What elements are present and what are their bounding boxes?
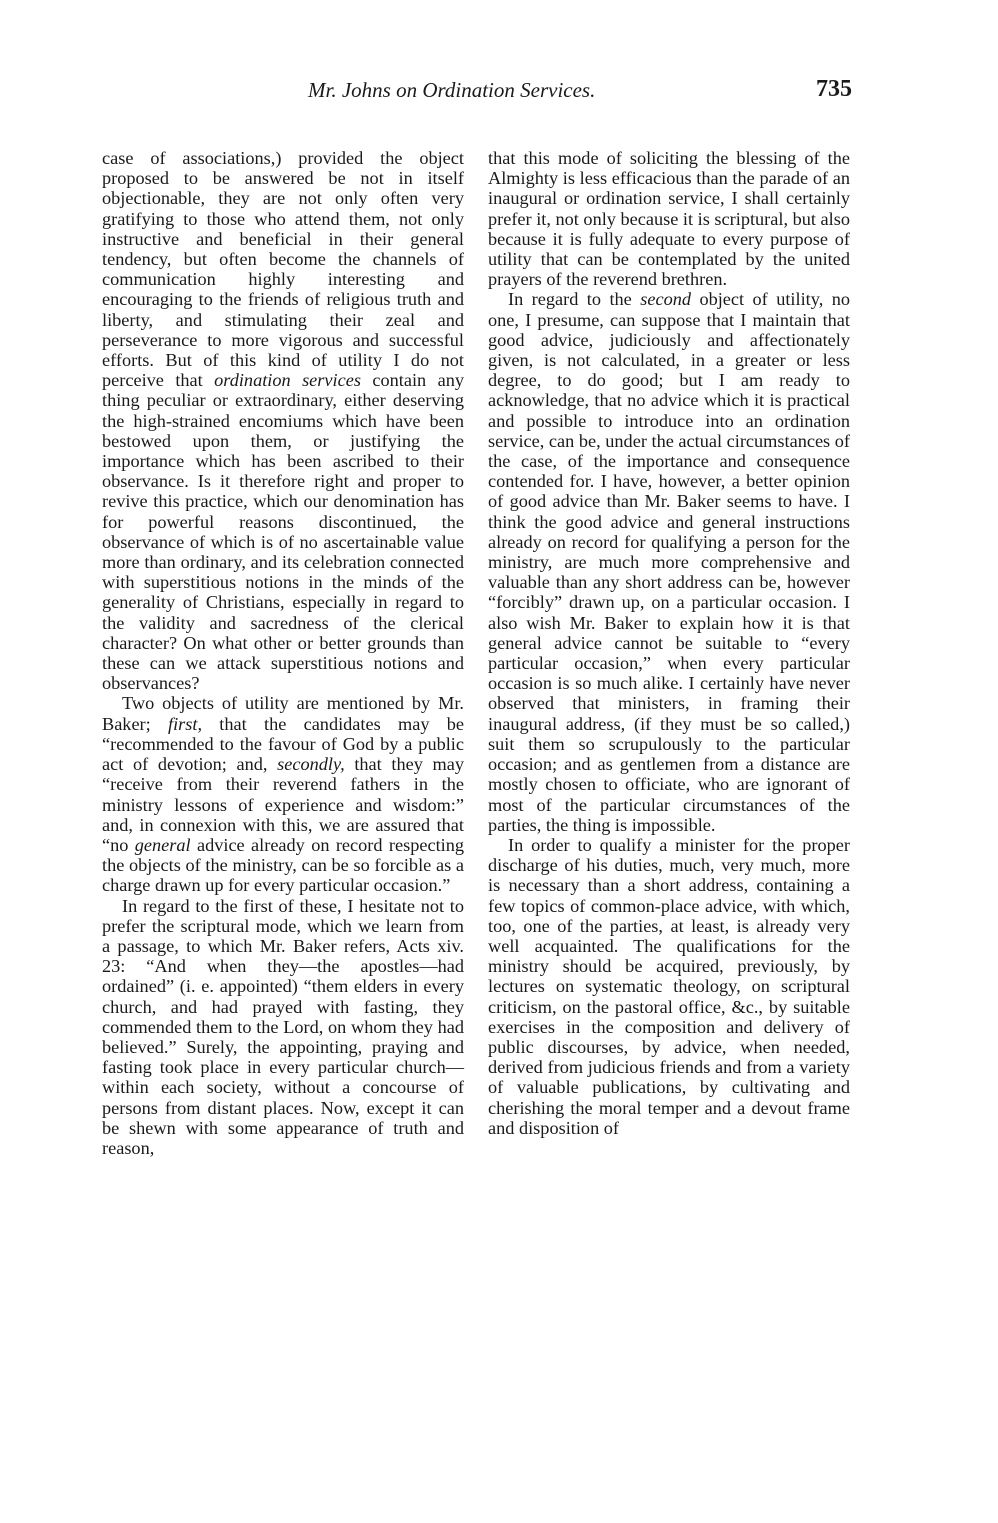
- left-column: [102, 148, 464, 1158]
- right-paragraph-2: In regard to the second object of utility, no one, I presume, can suppose that I maintain that good advice, judiciously and affectionately given, is not calculated, in a greater or less degree, to do good; but I am ready to acknowledge, that no advice which it is practical and possible to introduce into an ordination service, can be, under the actual circumstances of the case, of the importance and consequence contended for. I have, however, a better opinion of good advice than Mr. Baker seems to have. I think the good advice and general instructions already on record for qualifying a person for the ministry, are much more comprehensive and valuable than any short address can be, however “forcibly” drawn up, on a particular occasion. I also wish Mr. Baker to explain how it is that general advice cannot be suitable to “every particular occasion,” when every particular occasion is so much alike. I certainly have never observed that ministers, in framing their inaugural address, (if they must be so called,) suit them so scrupulously to the particular occasion; and as gentlemen from a distance are mostly chosen to officiate, who are ignorant of most of the particular circumstances of the parties, the thing is impossible.: [488, 289, 850, 835]
- right-paragraph-1: that this mode of soliciting the blessing of the Almighty is less efficacious than the parade of an inaugural or ordination service, I shall certainly prefer it, not only because it is scriptural, but also because it is fully adequate to every purpose of utility that can be contemplated by the united prayers of the reverend brethren.: [488, 148, 850, 290]
- right-paragraph-3: In order to qualify a minister for the proper discharge of his duties, much, very much, more is necessary than a short address, containing a few topics of common-place advice, with which, too, one of the parties, at least, is already very well acquainted. The qualifications for the ministry should be acquired, previously, by lectures on systematic theology, on scriptural criticism, on the pastoral office, &c., by suitable exercises in the composition and delivery of public discourses, by advice, when needed, derived from judicious friends and from a variety of valuable publications, by cultivating and cherishing the moral temper and a devout frame and disposition of: [488, 834, 850, 1138]
- emphasis-second: second: [640, 289, 691, 310]
- left-paragraph-3: In regard to the first of these, I hesitate not to prefer the scriptural mode, which we learn from a passage, to which Mr. Baker refers, Acts xiv. 23: “And when they—the apostles—had ordained” (i. e. appointed) “them elders in every church, and had prayed with fasting, they commended them to the Lord, on whom they had believed.” Surely, the appointing, praying and fasting took place in every particular church—within each society, without a concourse of persons from distant places. Now, except it can be shewn with some appearance of truth and reason,: [102, 895, 464, 1158]
- emphasis-general: general: [134, 834, 191, 855]
- page-header: [100, 78, 850, 118]
- emphasis-first: first,: [168, 713, 203, 734]
- page-number: 735: [816, 76, 852, 102]
- left-paragraph-2: Two objects of utility are mentioned by Mr. Baker; first, that the candidates may be “recommended to the favour of God by a public act of devotion; and, secondly, that they may “receive from their reverend fathers in the ministry lessons of experience and wisdom:” and, in connexion with this, we are assured that “no general advice already on record respecting the objects of the ministry, can be so forcible as a charge drawn up for every particular occasion.”: [102, 693, 465, 896]
- emphasis-ordination-services: ordination services: [214, 370, 361, 391]
- running-title: Mr. Johns on Ordination Services.: [308, 78, 596, 102]
- left-paragraph-1: case of associations,) provided the object proposed to be answered be not in itself objectionable, they are not only often very gratifying to those who attend them, not only instructive and beneficial in their general tendency, but often become the channels of communication highly interesting and encouraging to the friends of religious truth and liberty, and stimulating their zeal and perseverance to more vigorous and successful efforts. But of this kind of utility I do not perceive that ordination services contain any thing peculiar or extraordinary, either deserving the high-strained encomiums which have been bestowed upon them, or justifying the importance which has been ascribed to their observance. Is it therefore right and proper to revive this practice, which our denomination has for powerful reasons discontinued, the observance of which is of no ascertainable value more than ordinary, and its celebration connected with superstitious notions in the minds of the generality of Christians, especially in regard to the validity and sacredness of the clerical character? On what other or better grounds than these can we attack superstitious notions and observances?: [102, 148, 464, 694]
- right-column: [488, 148, 850, 1138]
- emphasis-secondly: secondly,: [277, 754, 345, 775]
